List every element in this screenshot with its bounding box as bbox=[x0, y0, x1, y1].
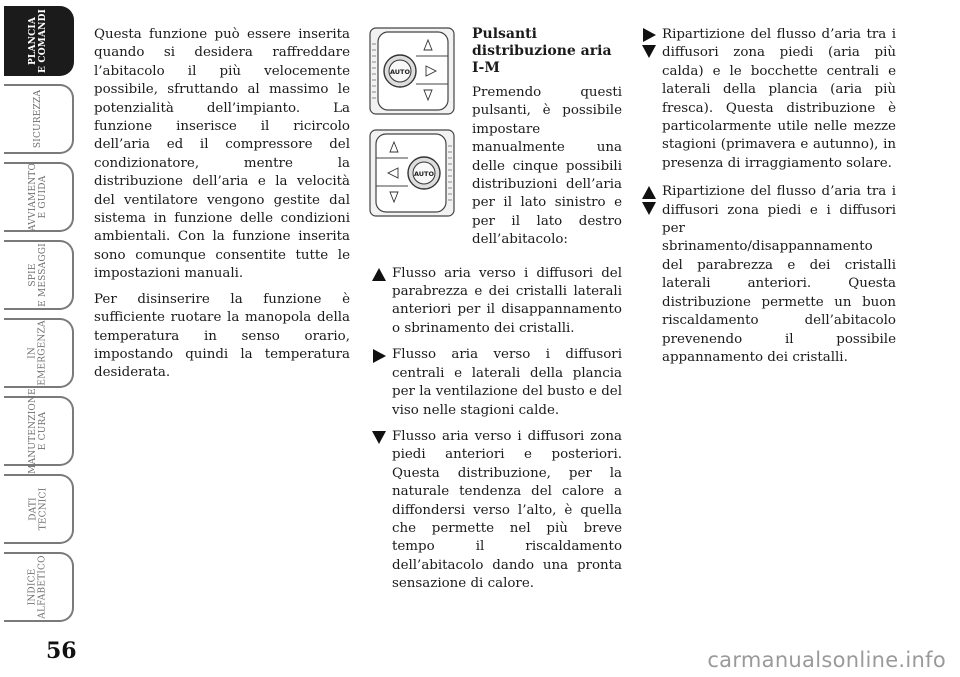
tab-label-line2: E GUIDA bbox=[38, 175, 48, 219]
tab-indice-alfabetico[interactable] bbox=[4, 552, 74, 622]
tab-label-line2: E MESSAGGI bbox=[37, 243, 48, 307]
tab-label-line2: E COMANDI bbox=[37, 9, 48, 73]
list-item-text: Flusso aria verso i diffusori zona piedi anteriori e posteriori. Questa distribuzione, per la naturale tendenza del calore a diffondersi verso l’alto, è quella che permette nel più breve tempo il riscaldamento dell’abitacolo dando una pronta sensazione di calore. bbox=[392, 428, 622, 592]
tab-label-line2: EMERGENZA bbox=[37, 320, 48, 386]
list-item bbox=[638, 26, 896, 173]
list-item-text: Ripartizione del flusso d’aria tra i diffusori zona piedi (aria più calda) e le bocchette centrali e laterali della plancia (aria più fresca). Questa distribuzione è particolarmente utile nelle mezze stagioni (primavera e autunno), in presenza di irraggiamento solare. bbox=[662, 27, 896, 171]
tab-label-line2: E CURA bbox=[38, 411, 48, 451]
column-3 bbox=[638, 26, 896, 375]
right-triangle-icon bbox=[370, 347, 388, 381]
column-1 bbox=[94, 26, 350, 390]
section-title: Pulsanti distribuzione aria I-M bbox=[472, 26, 612, 76]
tab-label-line1: INDICE bbox=[27, 568, 38, 606]
tab-label-line1: DATI bbox=[27, 497, 38, 521]
tab-avviamento-guida[interactable] bbox=[4, 162, 74, 232]
right-down-triangles-icon bbox=[640, 27, 658, 61]
up-down-triangles-icon bbox=[640, 184, 658, 218]
tab-label-line1: SICUREZZA bbox=[32, 89, 43, 149]
tab-label-line1: AVVIAMENTO bbox=[28, 162, 38, 232]
tab-label-line1: PLANCIA bbox=[27, 16, 38, 66]
page-number: 56 bbox=[46, 638, 77, 664]
tab-manutenzione-cura[interactable] bbox=[4, 388, 74, 474]
tab-plancia-comandi[interactable] bbox=[4, 6, 74, 76]
footer-watermark-url[interactable]: carmanualsonline.info bbox=[707, 648, 946, 672]
tab-label-line1: SPIE bbox=[27, 263, 38, 287]
column-2 bbox=[368, 26, 622, 602]
list-item-text: Flusso aria verso i diffusori centrali e laterali della plancia per la ventilazione del busto e del viso nelle stagioni calde. bbox=[392, 347, 622, 418]
paragraph-disable-function: Per disinserire la funzione è sufficiente ruotare la manopola della temperatura in senso orario, impostando quindi la temperatura desiderata. bbox=[94, 291, 350, 381]
auto-button-label: AUTO bbox=[413, 170, 435, 179]
tab-label-line1: MANUTENZIONE bbox=[28, 388, 38, 474]
tab-label-line1: IN bbox=[27, 347, 38, 359]
tab-spie-messaggi[interactable] bbox=[4, 240, 74, 310]
list-item-text: Flusso aria verso i diffusori del parabrezza e dei cristalli laterali anteriori per il disappannamento o sbrinamento dei cristalli. bbox=[392, 265, 622, 336]
auto-button-label: AUTO bbox=[389, 68, 411, 76]
list-item bbox=[638, 183, 896, 367]
section-tabs bbox=[0, 0, 78, 640]
tab-sicurezza[interactable] bbox=[4, 84, 74, 154]
climate-panel-left-illustration bbox=[368, 128, 456, 218]
tab-in-emergenza[interactable] bbox=[4, 318, 74, 388]
tab-dati-tecnici[interactable] bbox=[4, 474, 74, 544]
paragraph-max-cooling: Questa funzione può essere inserita quando si desidera raffreddare l’abitacolo il più velocemente possibile, sfruttando al massimo le potenzialità dell’impianto. La funzione inserisce il ricircolo dell’aria ed il compressore del condizionatore, mentre la distribuzione dell’aria e la velocità del ventilatore vengono gestite dal sistema in funzione delle condizioni ambientali. Con la funzione inserita sono comunque consentite tutte le impostazioni manuali. bbox=[94, 27, 350, 282]
paragraph-intro: Premendo questi pulsanti, è possibile impostare manualmente una delle cinque possibili distribuzioni dell’aria per il lato sinistro e per il lato destro dell’abitacolo: bbox=[472, 85, 622, 248]
figure-block bbox=[368, 26, 622, 257]
list-item bbox=[368, 265, 622, 339]
climate-panel-right-illustration bbox=[368, 26, 456, 116]
up-triangle-icon bbox=[370, 266, 388, 300]
down-triangle-icon bbox=[370, 429, 388, 463]
tab-label-line2: TECNICI bbox=[37, 487, 48, 531]
list-item bbox=[368, 428, 622, 594]
list-item-text: Ripartizione del flusso d’aria tra i diffusori zona piedi e i diffusori per sbrinamento/disappannamento del parabrezza e dei cristalli laterali anteriori. Questa distribuzione permette un buon riscaldamento dell’abitacolo prevenendo il possibile appannamento dei cristalli. bbox=[662, 184, 896, 365]
tab-label-line2: ALFABETICO bbox=[37, 555, 48, 619]
list-item bbox=[368, 346, 622, 420]
